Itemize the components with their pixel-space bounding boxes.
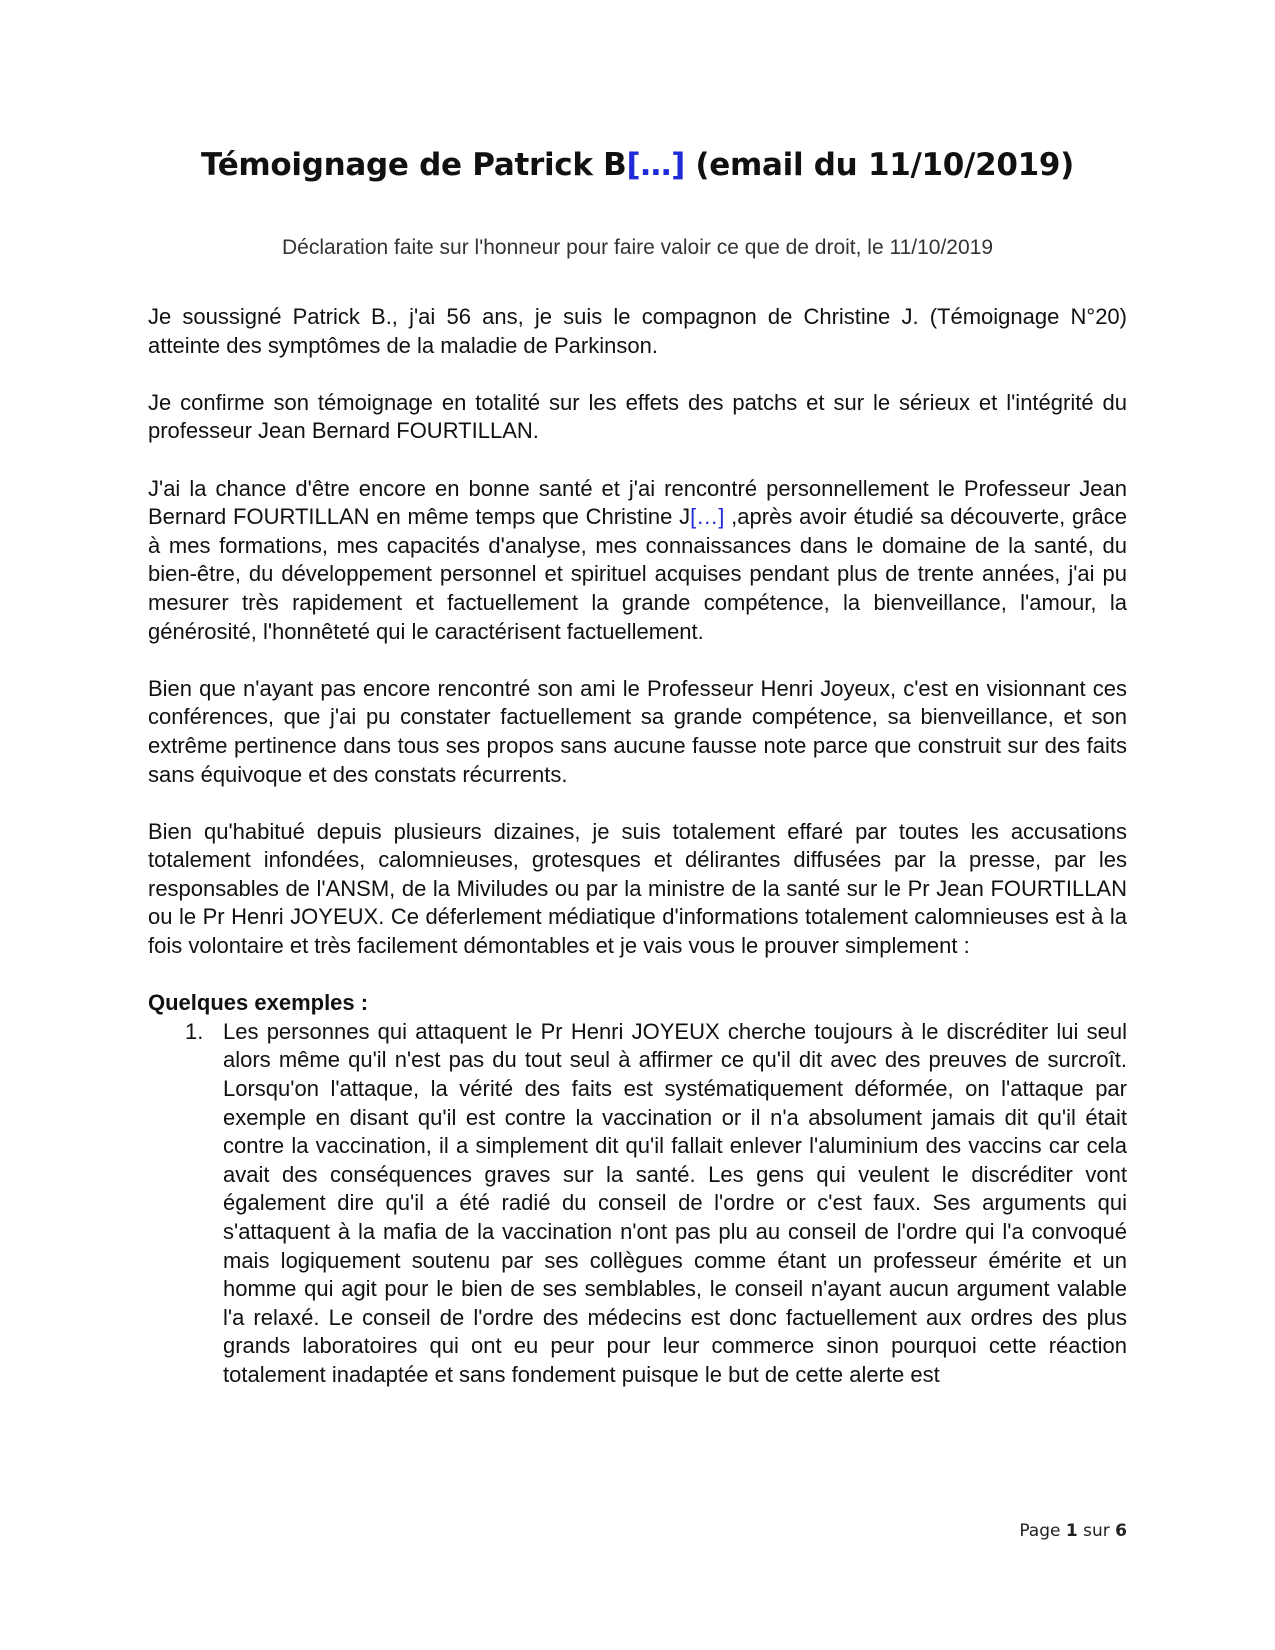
footer-page-current: 1 bbox=[1065, 1521, 1078, 1541]
examples-heading: Quelques exemples : bbox=[148, 990, 369, 1016]
examples-list bbox=[148, 1018, 1127, 1390]
document-title bbox=[0, 147, 1275, 183]
footer-page-total: 6 bbox=[1115, 1521, 1127, 1541]
list-item-text: Les personnes qui attaquent le Pr Henri JOYEUX cherche toujours à le discréditer lui seul alors même qu'il n'est pas du tout seul à affirmer ce qu'il dit avec des preuves de surcroît. Lorsqu'on l'attaque, la vérité des faits est systématiquement déformée, on l'attaque par exemple en disant qu'il est contre la vaccination or il n'a absolument jamais dit qu'il était contre la vaccination, il a simplement dit qu'il fallait enlever l'aluminium des vaccins car cela avait des conséquences graves sur la santé. Les gens qui veulent le discréditer vont également dire qu'il a été radié du conseil de l'ordre or c'est faux. Ses arguments qui s'attaquent à la mafia de la vaccination n'ont pas plu au conseil de l'ordre qui l'a convoqué mais logiquement soutenu par ses collègues comme étant un professeur émérite et un homme qui agit pour le bien de ses semblables, le conseil n'ayant aucun argument valable l'a relaxé. Le conseil de l'ordre des médecins est donc factuellement aux ordres des plus grands laboratoires qui ont eu peur pour leur commerce sinon pourquoi cette réaction totalement inadaptée et sans fondement puisque le but de cette alerte est bbox=[223, 1018, 1127, 1387]
document-body bbox=[148, 303, 1127, 1390]
title-redaction-link[interactable]: […] bbox=[626, 147, 685, 183]
list-item-number: 1. bbox=[185, 1018, 204, 1044]
paragraph-1: Je soussigné Patrick B., j'ai 56 ans, je suis le compagnon de Christine J. (Témoignage N°20) atteinte des symptômes de la maladie de Parkinson. bbox=[148, 304, 1127, 358]
title-text: Témoignage de Patrick B bbox=[200, 147, 627, 183]
paragraph-2: Je confirme son témoignage en totalité sur les effets des patchs et sur le sérieux et l'intégrité du professeur Jean Bernard FOURTILLAN. bbox=[148, 389, 1127, 444]
page-footer bbox=[1019, 1521, 1127, 1541]
paragraph-3-text-start: J'ai la chance d'être encore en bonne santé et j'ai rencontré personnellement le Professeur Jean Bernard FOURTILLAN en même temps que Christine J bbox=[148, 475, 1127, 530]
paragraph-4: Bien que n'ayant pas encore rencontré son ami le Professeur Henri Joyeux, c'est en visionnant ces conférences, que j'ai pu constater factuellement sa grande compétence, sa bienveillance, et son extrême pertinence dans tous ses propos sans aucune fausse note parce que construit sur des faits sans équivoque et des constats récurrents. bbox=[148, 675, 1127, 787]
footer-of-label: sur bbox=[1083, 1521, 1110, 1541]
document-subtitle: Déclaration faite sur l'honneur pour faire valoir ce que de droit, le 11/10/2019 bbox=[281, 236, 994, 259]
paragraph-5: Bien qu'habitué depuis plusieurs dizaines, je suis totalement effaré par toutes les accusations totalement infondées, calomnieuses, grotesques et délirantes diffusées par la presse, par les responsables de l'ANSM, de la Miviludes ou par la ministre de la santé sur le Pr Jean FOURTILLAN ou le Pr Henri JOYEUX. Ce déferlement médiatique d'informations totalement calomnieuses est à la fois volontaire et très facilement démontables et je vais vous le prouver simplement : bbox=[148, 818, 1127, 959]
footer-page-label: Page bbox=[1019, 1521, 1061, 1541]
paragraph-3-text-end: ,après avoir étudié sa découverte, grâce à mes formations, mes capacités d'analyse, mes connaissances dans le domaine de la santé, du bien-être, du développement personnel et spirituel acquises pendant plus de trente années, j'ai pu mesurer très rapidement et factuellement la grande compétence, la bienveillance, l'amour, la générosité, l'honnêteté qui le caractérisent factuellement. bbox=[148, 504, 1127, 644]
list-item bbox=[185, 1018, 1127, 1390]
paragraph-3 bbox=[148, 475, 1127, 647]
title-date-text: (email du 11/10/2019) bbox=[684, 147, 1075, 183]
paragraph-3-redaction-link[interactable]: […] bbox=[690, 504, 725, 530]
